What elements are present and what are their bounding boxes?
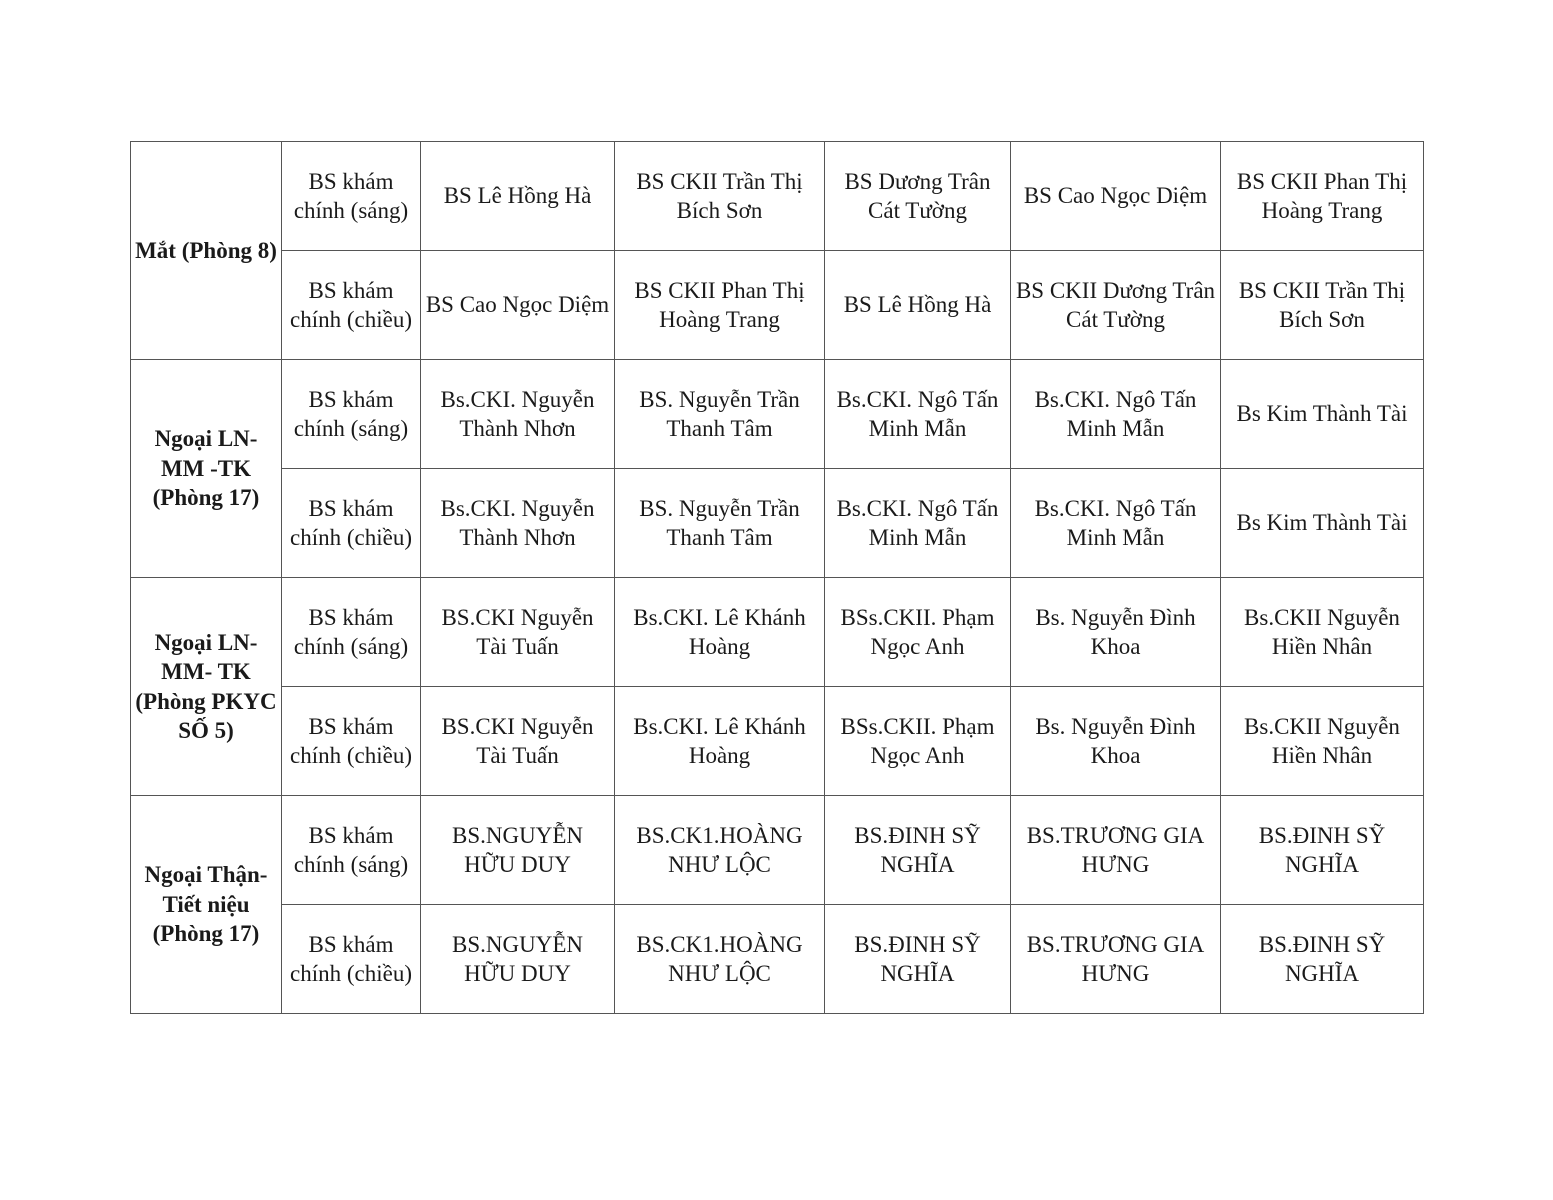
doctor-cell: BS CKII Phan Thị Hoàng Trang: [1221, 142, 1424, 251]
table-row: [131, 578, 1424, 687]
doctor-cell: BS Cao Ngọc Diệm: [421, 251, 615, 360]
department-name: Ngoại LN-MM -TK (Phòng 17): [131, 360, 282, 578]
doctor-cell: BSs.CKII. Phạm Ngọc Anh: [825, 687, 1011, 796]
doctor-cell: Bs.CKI. Ngô Tấn Minh Mẫn: [825, 360, 1011, 469]
doctor-cell: BS Lê Hồng Hà: [421, 142, 615, 251]
doctor-cell: Bs. Nguyễn Đình Khoa: [1011, 687, 1221, 796]
doctor-cell: Bs.CKI. Ngô Tấn Minh Mẫn: [1011, 469, 1221, 578]
table-row: [131, 796, 1424, 905]
table-row: [131, 687, 1424, 796]
doctor-cell: Bs.CKI. Lê Khánh Hoàng: [615, 687, 825, 796]
shift-label: BS khám chính (chiều): [282, 469, 421, 578]
department-name: Ngoại LN-MM- TK (Phòng PKYC SỐ 5): [131, 578, 282, 796]
doctor-cell: BS CKII Trần Thị Bích Sơn: [615, 142, 825, 251]
doctor-cell: BS.ĐINH SỸ NGHĨA: [825, 905, 1011, 1014]
doctor-cell: BS Cao Ngọc Diệm: [1011, 142, 1221, 251]
doctor-cell: BS. Nguyễn Trần Thanh Tâm: [615, 360, 825, 469]
doctor-cell: Bs.CKI. Lê Khánh Hoàng: [615, 578, 825, 687]
doctor-cell: BS.NGUYỄN HỮU DUY: [421, 796, 615, 905]
shift-label: BS khám chính (sáng): [282, 578, 421, 687]
doctor-cell: BS. Nguyễn Trần Thanh Tâm: [615, 469, 825, 578]
doctor-cell: Bs Kim Thành Tài: [1221, 469, 1424, 578]
doctor-cell: BS.ĐINH SỸ NGHĨA: [1221, 796, 1424, 905]
doctor-cell: Bs.CKI. Nguyễn Thành Nhơn: [421, 360, 615, 469]
doctor-cell: BS.CKI Nguyễn Tài Tuấn: [421, 578, 615, 687]
shift-label: BS khám chính (chiều): [282, 687, 421, 796]
table-row: [131, 360, 1424, 469]
doctor-cell: BS.CK1.HOÀNG NHƯ LỘC: [615, 905, 825, 1014]
doctor-schedule-table: [130, 141, 1424, 1014]
doctor-cell: BS Lê Hồng Hà: [825, 251, 1011, 360]
doctor-cell: Bs.CKII Nguyễn Hiền Nhân: [1221, 687, 1424, 796]
shift-label: BS khám chính (chiều): [282, 251, 421, 360]
department-name: Ngoại Thận-Tiết niệu (Phòng 17): [131, 796, 282, 1014]
table-row: [131, 251, 1424, 360]
doctor-cell: BS.ĐINH SỸ NGHĨA: [825, 796, 1011, 905]
shift-label: BS khám chính (chiều): [282, 905, 421, 1014]
doctor-cell: BS.TRƯƠNG GIA HƯNG: [1011, 796, 1221, 905]
doctor-cell: Bs Kim Thành Tài: [1221, 360, 1424, 469]
doctor-cell: Bs.CKI. Nguyễn Thành Nhơn: [421, 469, 615, 578]
table-row: [131, 469, 1424, 578]
shift-label: BS khám chính (sáng): [282, 360, 421, 469]
shift-label: BS khám chính (sáng): [282, 142, 421, 251]
doctor-cell: Bs.CKI. Ngô Tấn Minh Mẫn: [1011, 360, 1221, 469]
table-row: [131, 142, 1424, 251]
doctor-cell: Bs.CKI. Ngô Tấn Minh Mẫn: [825, 469, 1011, 578]
doctor-cell: BS.ĐINH SỸ NGHĨA: [1221, 905, 1424, 1014]
doctor-cell: Bs.CKII Nguyễn Hiền Nhân: [1221, 578, 1424, 687]
doctor-cell: BS.CKI Nguyễn Tài Tuấn: [421, 687, 615, 796]
doctor-cell: BSs.CKII. Phạm Ngọc Anh: [825, 578, 1011, 687]
doctor-cell: BS CKII Dương Trân Cát Tường: [1011, 251, 1221, 360]
shift-label: BS khám chính (sáng): [282, 796, 421, 905]
doctor-cell: BS.CK1.HOÀNG NHƯ LỘC: [615, 796, 825, 905]
doctor-cell: BS Dương Trân Cát Tường: [825, 142, 1011, 251]
doctor-cell: BS CKII Trần Thị Bích Sơn: [1221, 251, 1424, 360]
department-name: Mắt (Phòng 8): [131, 142, 282, 360]
doctor-cell: BS.NGUYỄN HỮU DUY: [421, 905, 615, 1014]
doctor-cell: Bs. Nguyễn Đình Khoa: [1011, 578, 1221, 687]
table-row: [131, 905, 1424, 1014]
doctor-cell: BS.TRƯƠNG GIA HƯNG: [1011, 905, 1221, 1014]
doctor-cell: BS CKII Phan Thị Hoàng Trang: [615, 251, 825, 360]
